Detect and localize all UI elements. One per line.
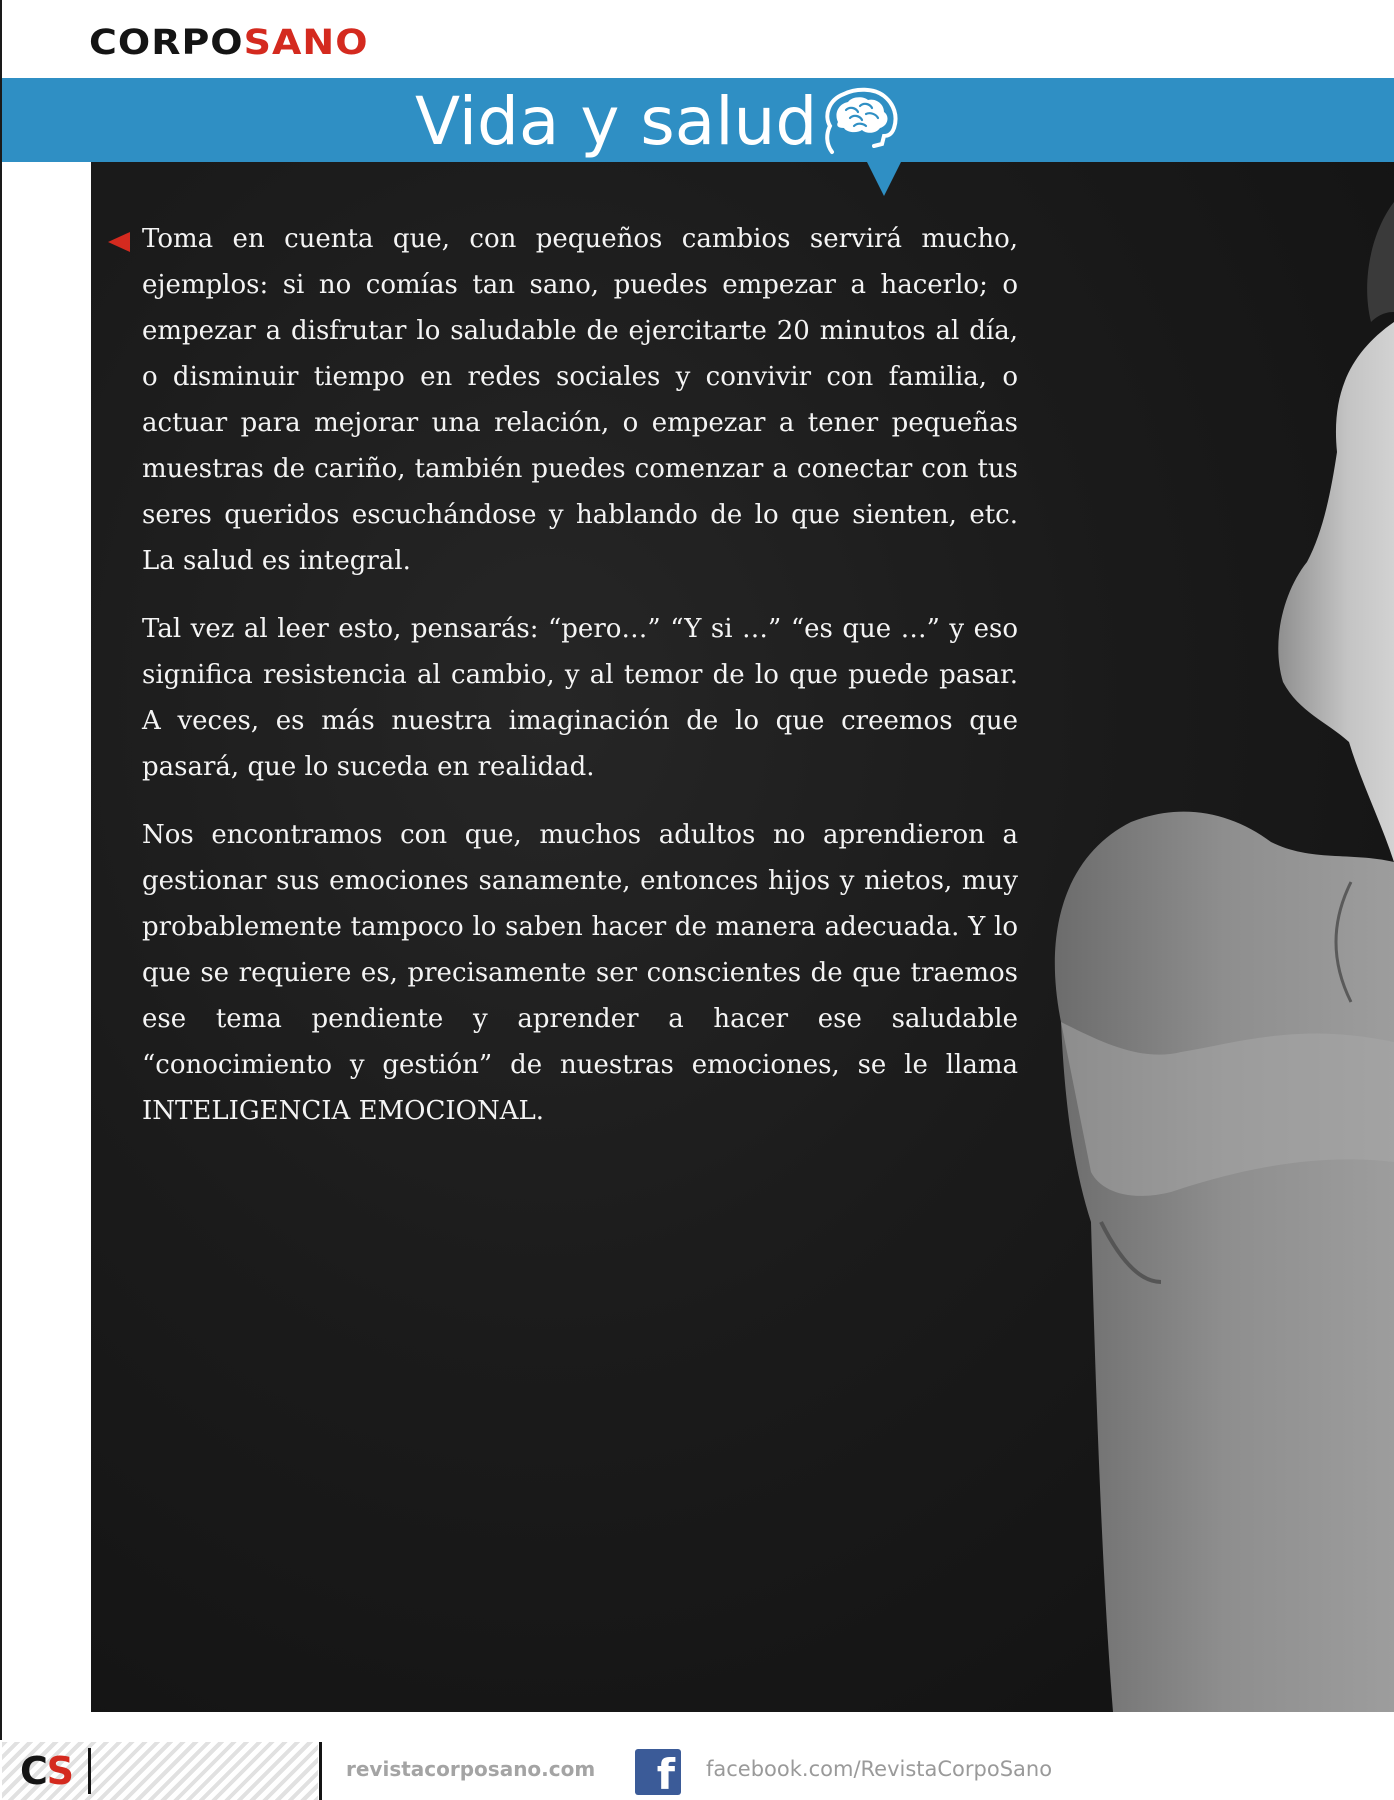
red-triangle-icon	[108, 232, 130, 252]
cs-logo-s: S	[46, 1749, 72, 1793]
logo-sano: SANO	[243, 21, 369, 63]
logo-corpo: CORPO	[89, 21, 244, 63]
paragraph-3: Nos encontramos con que, muchos adultos no aprendieron a gestionar sus emociones sanamente, entonces hijos y nietos, muy probablemente tampoco lo saben hacer de manera adecuada. Y lo que se requiere es, precisamente ser conscientes de que traemos ese tema pendiente y aprender a hacer ese saludable “conocimiento y gestión” de nuestras emociones, se le llama INTELIGENCIA EMOCIONAL.	[142, 820, 1018, 1126]
section-title: Vida y salud	[415, 83, 818, 160]
facebook-icon[interactable]: f	[635, 1749, 681, 1795]
footer	[0, 1740, 1394, 1800]
brain-head-icon	[820, 86, 900, 158]
page-edge-rule	[0, 0, 2, 1800]
section-banner	[2, 78, 1394, 162]
cs-logo-c: C	[20, 1749, 47, 1793]
article-body	[142, 216, 1018, 1156]
footer-divider	[319, 1742, 322, 1800]
facebook-link[interactable]: facebook.com/RevistaCorpoSano	[706, 1757, 1053, 1781]
paragraph-2: Tal vez al leer esto, pensarás: “pero…” “Y si …” “es que …” y eso significa resistencia al cambio, y al temor de lo que puede pasar. A veces, es más nuestra imaginación de lo que creemos que pasará, que lo suceda en realidad.	[142, 614, 1018, 782]
cs-logo	[20, 1748, 72, 1794]
paragraph-1: Toma en cuenta que, con pequeños cambios servirá mucho, ejemplos: si no comías tan sano, puedes empezar a hacerlo; o empezar a disfrutar lo saludable de ejercitarte 20 minutos al día, o disminuir tiempo en redes sociales y convivir con familia, o actuar para mejorar una relación, o empezar a tener pequeñas muestras de cariño, también puedes comenzar a conectar con tus seres queridos escuchándose y hablando de lo que sienten, etc. La salud es integral.	[142, 224, 1018, 576]
magazine-logo	[89, 20, 369, 64]
person-silhouette	[1031, 162, 1394, 1712]
website-link[interactable]: revistacorposano.com	[346, 1757, 596, 1781]
banner-pointer	[867, 162, 901, 196]
cs-logo-divider	[88, 1748, 91, 1794]
